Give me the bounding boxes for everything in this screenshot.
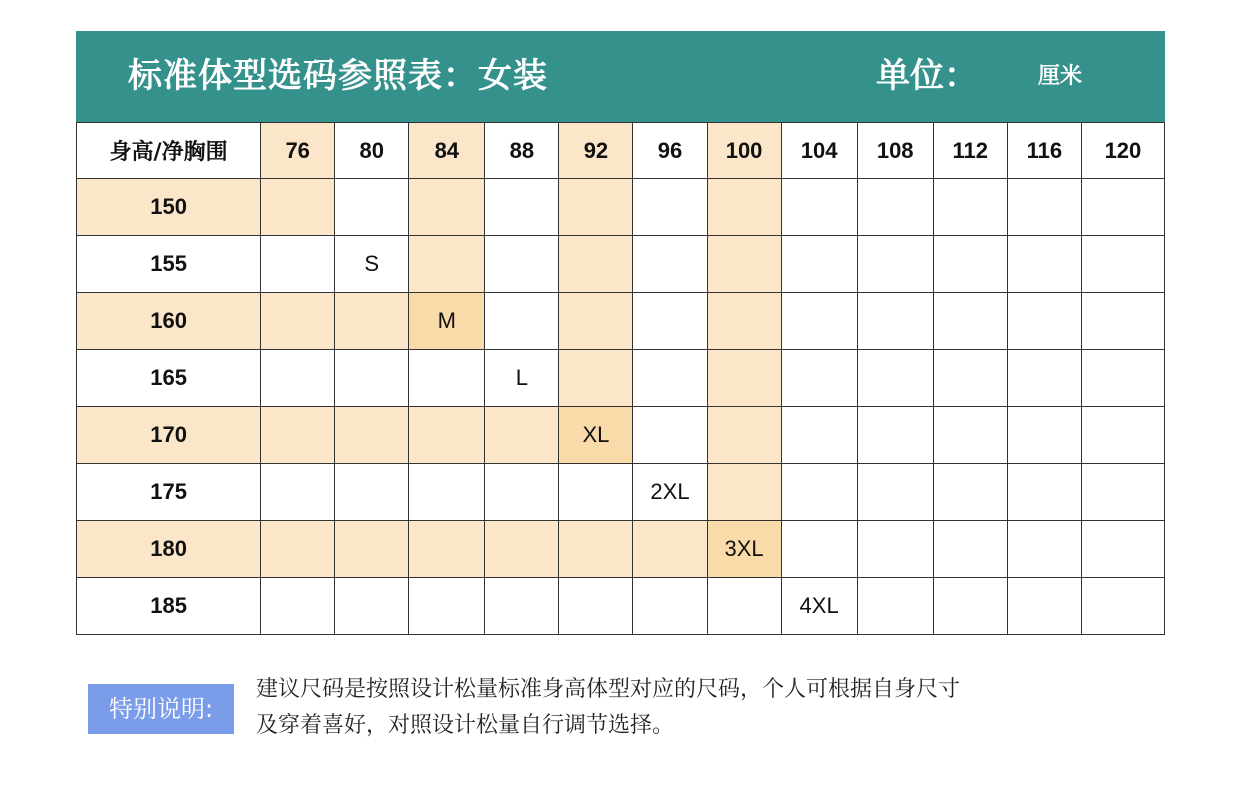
header-row [77, 123, 1165, 179]
chest-header-96: 96 [633, 123, 707, 179]
height-cell: 170 [77, 407, 261, 464]
empty-cell [633, 578, 707, 635]
empty-cell [335, 407, 409, 464]
empty-cell [409, 521, 485, 578]
size-cell: 2XL [633, 464, 707, 521]
empty-cell [1081, 521, 1164, 578]
empty-cell [857, 350, 933, 407]
size-cell: 3XL [707, 521, 781, 578]
chest-header-108: 108 [857, 123, 933, 179]
empty-cell [1081, 578, 1164, 635]
empty-cell [933, 521, 1007, 578]
empty-cell [707, 578, 781, 635]
empty-cell [781, 293, 857, 350]
chest-header-84: 84 [409, 123, 485, 179]
chest-header-120: 120 [1081, 123, 1164, 179]
empty-cell [409, 179, 485, 236]
height-cell: 175 [77, 464, 261, 521]
size-cell: 4XL [781, 578, 857, 635]
empty-cell [933, 464, 1007, 521]
empty-cell [485, 521, 559, 578]
special-note-text [256, 672, 1156, 744]
chest-header-104: 104 [781, 123, 857, 179]
empty-cell [335, 521, 409, 578]
empty-cell [1007, 407, 1081, 464]
size-chart-table [76, 122, 1165, 635]
title-banner [76, 31, 1165, 122]
empty-cell [261, 521, 335, 578]
chest-header-112: 112 [933, 123, 1007, 179]
chest-header-80: 80 [335, 123, 409, 179]
empty-cell [559, 293, 633, 350]
empty-cell [1081, 293, 1164, 350]
empty-cell [707, 350, 781, 407]
empty-cell [559, 464, 633, 521]
empty-cell [707, 293, 781, 350]
empty-cell [1081, 350, 1164, 407]
empty-cell [707, 236, 781, 293]
note-line-2: 及穿着喜好，对照设计松量自行调节选择。 [256, 713, 675, 738]
empty-cell [933, 293, 1007, 350]
empty-cell [409, 236, 485, 293]
table-row [77, 179, 1165, 236]
empty-cell [559, 179, 633, 236]
empty-cell [335, 464, 409, 521]
empty-cell [857, 464, 933, 521]
empty-cell [559, 578, 633, 635]
corner-header: 身高/净胸围 [77, 123, 261, 179]
empty-cell [261, 464, 335, 521]
chest-header-76: 76 [261, 123, 335, 179]
empty-cell [485, 464, 559, 521]
size-cell: XL [559, 407, 633, 464]
empty-cell [707, 464, 781, 521]
chest-header-100: 100 [707, 123, 781, 179]
height-cell: 185 [77, 578, 261, 635]
special-note-tag: 特别说明: [88, 684, 234, 734]
empty-cell [335, 293, 409, 350]
empty-cell [1081, 407, 1164, 464]
empty-cell [633, 293, 707, 350]
size-cell: L [485, 350, 559, 407]
empty-cell [781, 179, 857, 236]
page-title: 标准体型选码参照表：女装 [128, 56, 548, 96]
size-cell: S [335, 236, 409, 293]
table-row [77, 407, 1165, 464]
empty-cell [261, 179, 335, 236]
empty-cell [1007, 464, 1081, 521]
empty-cell [781, 350, 857, 407]
empty-cell [781, 407, 857, 464]
empty-cell [261, 407, 335, 464]
empty-cell [857, 293, 933, 350]
empty-cell [933, 179, 1007, 236]
empty-cell [335, 350, 409, 407]
empty-cell [1007, 293, 1081, 350]
empty-cell [335, 179, 409, 236]
table-row [77, 578, 1165, 635]
empty-cell [485, 578, 559, 635]
empty-cell [781, 464, 857, 521]
table-row [77, 521, 1165, 578]
empty-cell [1081, 236, 1164, 293]
empty-cell [559, 236, 633, 293]
table-row [77, 464, 1165, 521]
empty-cell [261, 236, 335, 293]
empty-cell [933, 407, 1007, 464]
table-row [77, 293, 1165, 350]
height-cell: 155 [77, 236, 261, 293]
unit-value: 厘米 [1038, 64, 1083, 89]
empty-cell [933, 350, 1007, 407]
empty-cell [485, 407, 559, 464]
empty-cell [409, 350, 485, 407]
empty-cell [933, 578, 1007, 635]
empty-cell [1007, 521, 1081, 578]
empty-cell [1081, 464, 1164, 521]
empty-cell [261, 293, 335, 350]
empty-cell [933, 236, 1007, 293]
table-row [77, 236, 1165, 293]
empty-cell [1007, 350, 1081, 407]
empty-cell [707, 407, 781, 464]
empty-cell [633, 407, 707, 464]
empty-cell [857, 236, 933, 293]
height-cell: 150 [77, 179, 261, 236]
empty-cell [1081, 179, 1164, 236]
empty-cell [261, 578, 335, 635]
unit-label: 单位： [876, 56, 978, 96]
empty-cell [857, 407, 933, 464]
empty-cell [857, 521, 933, 578]
empty-cell [559, 350, 633, 407]
empty-cell [409, 578, 485, 635]
empty-cell [633, 179, 707, 236]
chest-header-88: 88 [485, 123, 559, 179]
empty-cell [485, 179, 559, 236]
empty-cell [633, 236, 707, 293]
empty-cell [633, 350, 707, 407]
table-row [77, 350, 1165, 407]
empty-cell [335, 578, 409, 635]
empty-cell [857, 578, 933, 635]
size-cell: M [409, 293, 485, 350]
empty-cell [781, 236, 857, 293]
height-cell: 165 [77, 350, 261, 407]
note-line-1: 建议尺码是按照设计松量标准身高体型对应的尺码，个人可根据自身尺寸 [256, 677, 961, 702]
empty-cell [485, 293, 559, 350]
empty-cell [409, 464, 485, 521]
empty-cell [485, 236, 559, 293]
empty-cell [633, 521, 707, 578]
empty-cell [857, 179, 933, 236]
empty-cell [409, 407, 485, 464]
empty-cell [1007, 578, 1081, 635]
height-cell: 160 [77, 293, 261, 350]
height-cell: 180 [77, 521, 261, 578]
empty-cell [261, 350, 335, 407]
empty-cell [1007, 179, 1081, 236]
empty-cell [781, 521, 857, 578]
chest-header-92: 92 [559, 123, 633, 179]
empty-cell [707, 179, 781, 236]
chest-header-116: 116 [1007, 123, 1081, 179]
empty-cell [1007, 236, 1081, 293]
empty-cell [559, 521, 633, 578]
